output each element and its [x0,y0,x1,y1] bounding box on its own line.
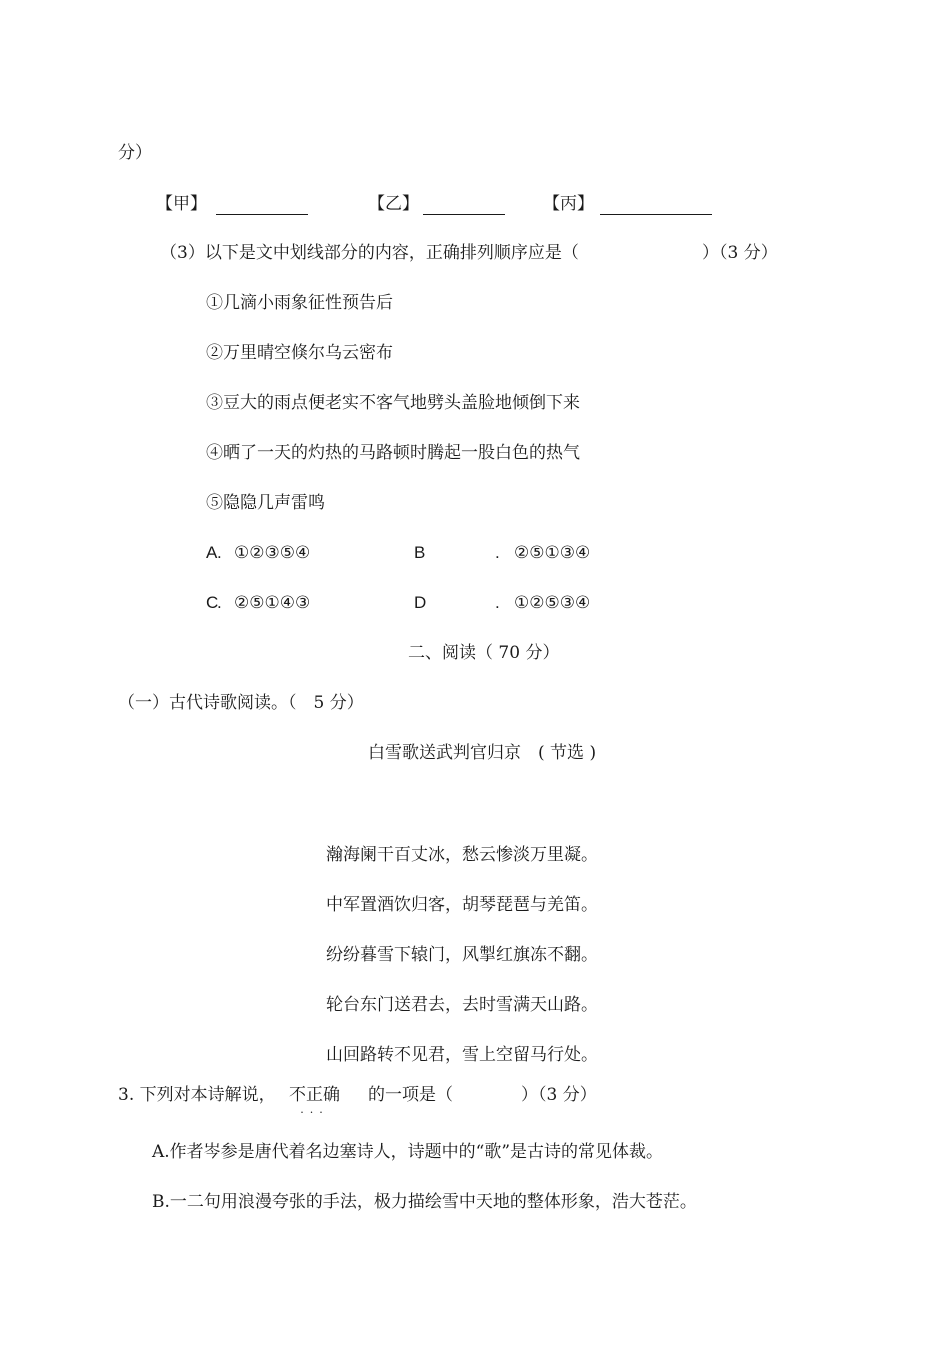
answer-blank-yi[interactable] [423,196,505,215]
poem-question-points: ）（3 分） [521,1085,597,1105]
option-c-text: ②⑤①④③ [234,593,311,613]
blank-label-jia: 【甲】 [156,194,207,214]
emphasis-dots: ... [300,1103,329,1116]
option-b-text: ②⑤①③④ [514,543,591,563]
poem-line-2: 中军置酒饮归客，胡琴琵琶与羌笛。 [326,895,598,915]
order-question-stem: （3）以下是文中划线部分的内容，正确排列顺序应是（ [160,243,579,263]
poem-question-emphasis [289,1083,340,1116]
blank-label-yi: 【乙】 [368,194,419,214]
option-a-text: ①②③⑤④ [234,543,311,563]
option-d-text: ①②⑤③④ [514,593,591,613]
order-question-points: ）（3 分） [702,243,778,263]
poem-line-5: 山回路转不见君，雪上空留马行处。 [326,1045,598,1065]
option-a-letter[interactable]: A [206,543,218,562]
continued-fragment: 分） [118,143,152,163]
poem-line-4: 轮台东门送君去，去时雪满天山路。 [326,995,598,1015]
option-d-letter[interactable]: D [414,593,427,612]
poem-question-stem-pre: 3. 下列对本诗解说， [118,1085,276,1105]
section-heading: 二、阅读（ 70 分） [408,643,560,663]
poem-question-stem-post: 的一项是（ [368,1085,453,1105]
option-c-letter[interactable]: C [206,593,219,612]
order-item-5: ⑤隐隐几声雷鸣 [206,493,325,513]
subsection-heading: （一）古代诗歌阅读。（ 5 分） [118,693,364,713]
order-item-3: ③豆大的雨点便老实不客气地劈头盖脸地倾倒下来 [206,393,580,413]
emphasis-text: 不正确 [289,1085,340,1105]
poem-line-1: 瀚海阑干百丈冰，愁云惨淡万里凝。 [326,845,598,865]
poem-option-b[interactable]: B.一二句用浪漫夸张的手法，极力描绘雪中天地的整体形象，浩大苍茫。 [152,1192,697,1212]
poem-title: 白雪歌送武判官归京 ( 节选 ) [368,743,597,763]
option-b-letter[interactable]: B [414,543,426,562]
option-c-sep: . [217,593,222,612]
option-d-sep: . [495,593,500,612]
answer-blank-bing[interactable] [600,196,712,215]
order-item-1: ①几滴小雨象征性预告后 [206,293,393,313]
order-item-2: ②万里晴空倏尔乌云密布 [206,343,393,363]
poem-option-a[interactable]: A.作者岑参是唐代着名边塞诗人，诗题中的“歌”是古诗的常见体裁。 [152,1142,664,1162]
poem-line-3: 纷纷暮雪下辕门，风掣红旗冻不翻。 [326,945,598,965]
option-a-sep: . [217,543,222,562]
order-item-4: ④晒了一天的灼热的马路顿时腾起一股白色的热气 [206,443,580,463]
option-b-sep: . [495,543,500,562]
answer-blank-jia[interactable] [216,196,308,215]
blank-label-bing: 【丙】 [543,194,594,214]
